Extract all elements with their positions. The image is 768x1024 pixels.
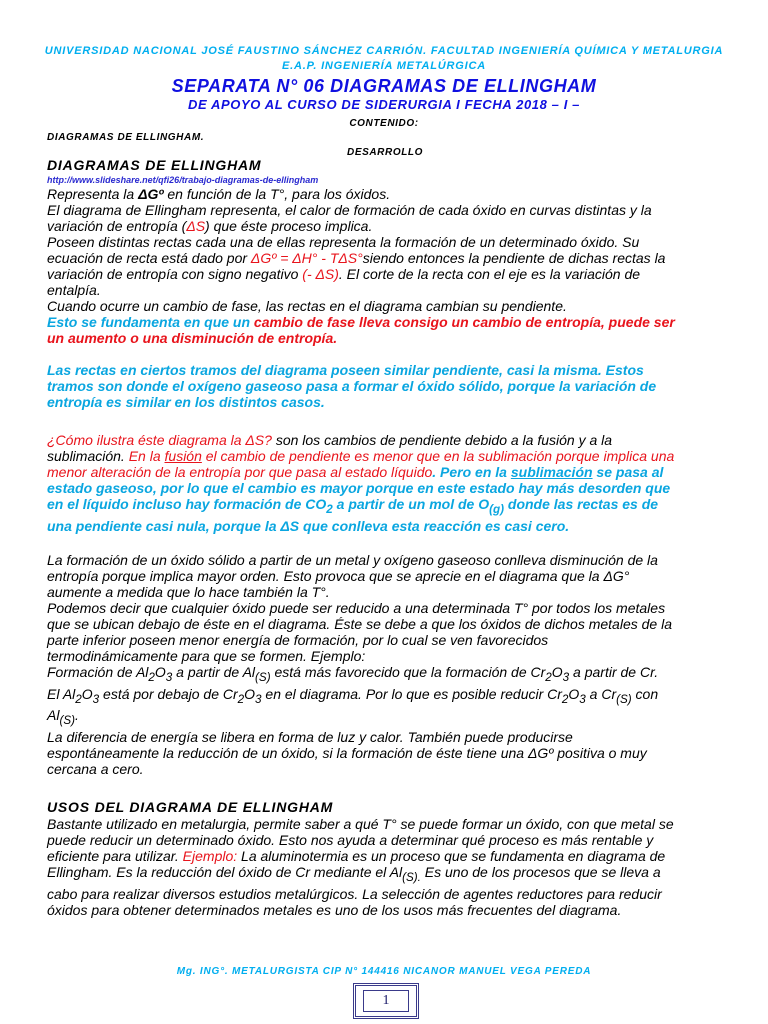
school-header: E.A.P. INGENIERÍA METALÚRGICA (282, 60, 486, 72)
paragraph-10: Formación de $Al_2O_3$ a partir de $Al_{(S)}$ está más favorecido que la formación de $Cr_2O_3$ a partir de Cr. (47, 663, 659, 684)
footer-author: Mg. ING°. METALURGISTA CIP N° 144416 NICANOR MANUEL VEGA PEREDA (176, 966, 592, 977)
paragraph-6: Las rectas en ciertos tramos del diagrama poseen similar pendiente, casi la misma. Estos tramos son donde el oxígeno gaseoso pasa a formar el óxido sólido, porque la variación de entropía es similar en los distintos casos. (47, 362, 657, 410)
paragraph-4: Cuando ocurre un cambio de fase, las rectas en el diagrama cambian su pendiente. (47, 298, 567, 314)
paragraph-1: Representa la ΔGº en función de la T°, para los óxidos. (47, 186, 391, 202)
university-header: UNIVERSIDAD NACIONAL JOSÉ FAUSTINO SÁNCHEZ CARRIÓN. FACULTAD INGENIERÍA QUÍMICA Y METALURGIA (44, 45, 724, 57)
toc-item-ellingham: DIAGRAMAS DE ELLINGHAM. (47, 132, 205, 143)
paragraph-5: Esto se fundamenta en que un cambio de fase lleva consigo un cambio de entropía, puede ser un aumento o una disminución de entropía. (47, 314, 675, 346)
paragraph-9: Podemos decir que cualquier óxido puede ser reducido a una determinada T° por todos los metales que se ubican debajo de éste en el diagrama. Éste se debe a que los óxidos de dichos metales de la parte inferior poseen menor energía de formación, por lo cual se ven favorecidos termodinámicamente para que se formen. Ejemplo: (47, 599, 672, 664)
paragraph-11: El $Al_2O_3$ está por debajo de $Cr_2O_3$ en el diagrama. Por lo que es posible reducir $Cr_2O_3$ a $Cr_{(S)}$ con $Al_{(S)}$. (47, 685, 659, 728)
document-body (47, 157, 723, 918)
paragraph-2: El diagrama de Ellingham representa, el calor de formación de cada óxido en curvas distintas y la variación de entropía (ΔS) que éste proceso implica. (47, 202, 652, 234)
contents-label: CONTENIDO: (349, 118, 419, 129)
page-number-box (353, 983, 419, 1019)
source-link[interactable]: http://www.slideshare.net/qfi26/trabajo-diagramas-de-ellingham (47, 175, 319, 185)
paragraph-12: La diferencia de energía se libera en forma de luz y calor. También puede producirse espontáneamente la reducción de un óxido, si la formación de éste tiene una ΔGº positiva o muy cercana a cero. (47, 729, 647, 778)
document-title: SEPARATA N° 06 DIAGRAMAS DE ELLINGHAM (171, 76, 597, 96)
toc-item-desarrollo: DESARROLLO (347, 147, 423, 158)
page-number: 1 (363, 990, 409, 1012)
document-subtitle: DE APOYO AL CURSO DE SIDERURGIA I FECHA 2018 – I – (188, 97, 580, 112)
paragraph-7: ¿Cómo ilustra éste diagrama la ΔS? son los cambios de pendiente debido a la fusión y a la sublimación. En la fusión el cambio de pendiente es menor que en la sublimación porque implica una menor alteración de la entropía por que pasa al estado líquido. Pero en la sublimación se pasa al estado gaseoso, por lo que el cambio es mayor porque en este estado hay más desorden que en el líquido incluso hay formación de $CO_2$ a partir de un mol de $O_{(g)}$ donde las rectas es de una pendiente casi nula, porque la ΔS que conlleva esta reacción es casi cero. (47, 432, 675, 534)
paragraph-usos: Bastante utilizado en metalurgia, permite saber a qué T° se puede formar un óxido, con que metal se puede reducir un determinado óxido. Esto nos ayuda a determinar qué proceso es más rentable y eficiente para utilizar. Ejemplo: La aluminotermia es un proceso que se fundamenta en diagrama de Ellingham. Es la reducción del óxido de Cr mediante el $Al_{(S).}$ Es uno de los procesos que se lleva a cabo para realizar diversos estudios metalúrgicos. La selección de agentes reductores para reducir óxidos para obtener determinados metales es uno de los usos más frecuentes del diagrama. (47, 816, 674, 918)
paragraph-8: La formación de un óxido sólido a partir de un metal y oxígeno gaseoso conlleva disminución de la entropía porque implica mayor orden. Esto provoca que se aprecie en el diagrama que la ΔG° aumente a medida que lo hace también la T°. (47, 551, 658, 600)
section-title-ellingham: DIAGRAMAS DE ELLINGHAM (47, 157, 262, 173)
paragraph-3: Poseen distintas rectas cada una de ellas representa la formación de un determinado óxido. Su ecuación de recta está dado por ΔGº = ΔH° - TΔS°siendo entonces la pendiente de dichas rectas la variación de entropía con signo negativo (- ΔS). El corte de la recta con el eje es la variación de entalpía. (47, 234, 666, 298)
section-title-usos: USOS DEL DIAGRAMA DE ELLINGHAM (47, 799, 334, 816)
